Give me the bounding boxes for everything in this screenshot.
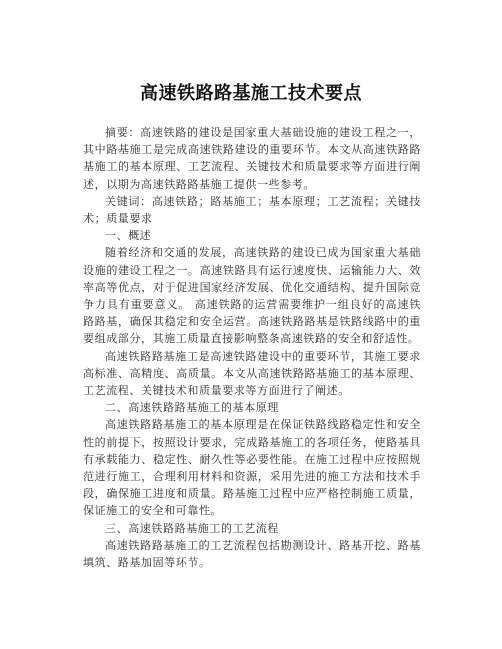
body-paragraph: 高速铁路路基施工是高速铁路建设中的重要环节，其施工要求高标准、高精度、高质量。本文从高速铁路路基施工的基本原理、工艺流程、关键技术和质量要求等方面进行了阐述。 [83, 349, 421, 398]
abstract-paragraph: 摘要：高速铁路的建设是国家重大基础设施的建设工程之一，其中路基施工是完成高速铁路建设的重要环节。本文从高速铁路路基施工的基本原理、工艺流程、关键技术和质量要求等方面进行阐述，以期为高速铁路路基施工提供一些参考。 [83, 126, 421, 191]
document-title: 高速铁路路基施工技术要点 [140, 83, 362, 104]
body-paragraph: 高速铁路路基施工的工艺流程包括勘测设计、路基开挖、路基填筑、路基加固等环节。 [83, 538, 421, 570]
document-body [83, 124, 421, 571]
body-paragraph: 随着经济和交通的发展，高速铁路的建设已成为国家重大基础设施的建设工程之一。高速铁路具有运行速度快、运输能力大、效率高等优点，对于促进国家经济发展、优化交通结构、提升国际竞争力具有重要意义。 高速铁路的运营需要维护一组良好的高速铁路路基，确保其稳定和安全运营。高速铁路路基是铁路线路中的重要组成部分，其施工质量直接影响整条高速铁路的安全和舒适性。 [83, 246, 421, 346]
section-heading-principles: 二、高速铁路路基施工的基本原理 [105, 401, 279, 415]
section-heading-overview: 一、概述 [105, 229, 152, 243]
keywords-paragraph: 关键词：高速铁路；路基施工；基本原理；工艺流程；关键技术；质量要求 [83, 194, 421, 226]
body-paragraph: 高速铁路路基施工的基本原理是在保证铁路线路稳定性和安全性的前提下，按照设计要求，完成路基施工的各项任务，使路基具有承载能力、稳定性、耐久性等必要性能。在施工过程中应按照规范进行施工，合理利用材料和资源，采用先进的施工方法和技术手段，确保施工进度和质量。路基施工过程中应严格控制施工质量，保证施工的安全和可靠性。 [83, 418, 421, 518]
section-heading-process: 三、高速铁路路基施工的工艺流程 [105, 521, 279, 535]
